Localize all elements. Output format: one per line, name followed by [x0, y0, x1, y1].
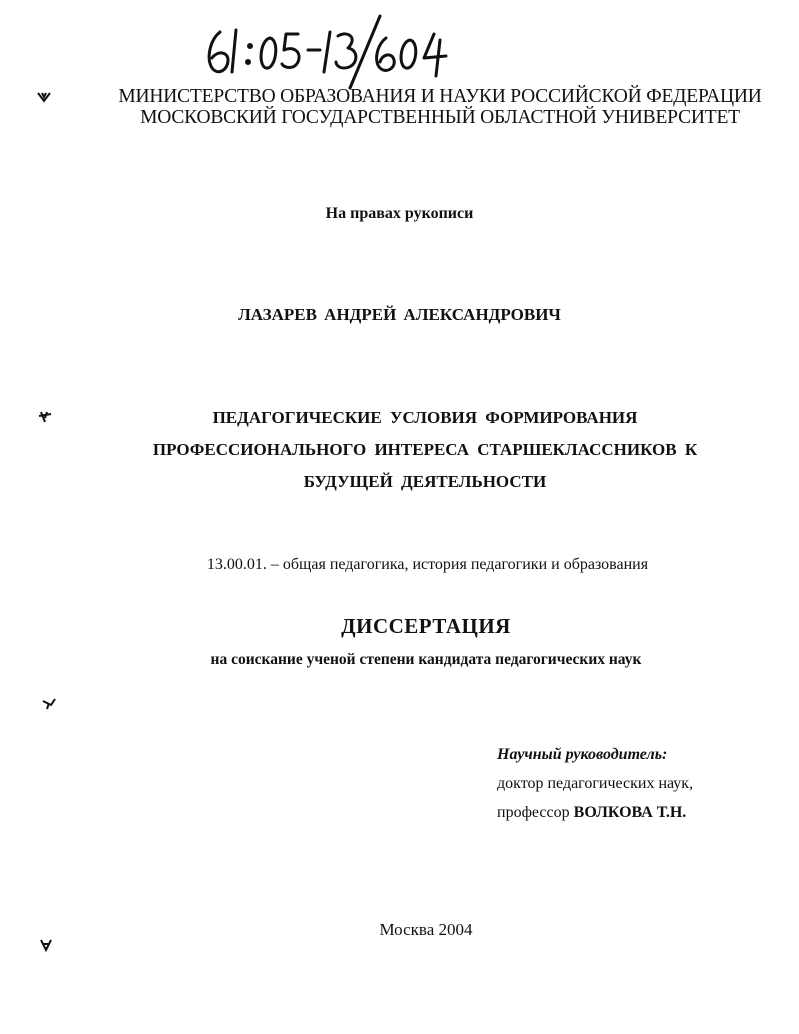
specialty-code: 13.00.01. – общая педагогика, история педагогики и образования [206, 556, 649, 573]
supervisor-line [497, 798, 693, 827]
supervisor-name: ВОЛКОВА Т.Н. [573, 804, 687, 821]
city-year: Москва 2004 [379, 920, 473, 939]
scan-artifact-mark [38, 938, 54, 952]
supervisor-heading: Научный руководитель: [497, 746, 668, 763]
university-name: МОСКОВСКИЙ ГОСУДАРСТВЕННЫЙ ОБЛАСТНОЙ УНИВЕРСИТЕТ [140, 107, 740, 128]
author-name: ЛАЗАРЕВ АНДРЕЙ АЛЕКСАНДРОВИЧ [238, 305, 561, 324]
supervisor-block [497, 740, 693, 827]
handwritten-registration-number [198, 10, 458, 90]
title-line-2: ПРОФЕССИОНАЛЬНОГО ИНТЕРЕСА СТАРШЕКЛАССНИКОВ К [152, 440, 698, 459]
document-header [100, 86, 780, 128]
ministry-name: МИНИСТЕРСТВО ОБРАЗОВАНИЯ И НАУКИ РОССИЙСКОЙ ФЕДЕРАЦИИ [118, 86, 762, 107]
supervisor-degree: доктор педагогических наук, [497, 775, 694, 792]
document-type: ДИССЕРТАЦИЯ [341, 614, 511, 638]
dissertation-title [60, 402, 790, 498]
supervisor-title: профессор [497, 804, 570, 821]
scan-artifact-mark [37, 410, 53, 424]
title-line-1: ПЕДАГОГИЧЕСКИЕ УСЛОВИЯ ФОРМИРОВАНИЯ [212, 408, 638, 427]
scan-artifact-mark [41, 697, 57, 711]
degree-sought: на соискание ученой степени кандидата педагогических наук [210, 651, 642, 668]
manuscript-rights-note: На правах рукописи [325, 205, 474, 222]
title-line-3: БУДУЩЕЙ ДЕЯТЕЛЬНОСТИ [303, 472, 547, 491]
scan-artifact-mark [36, 90, 52, 104]
